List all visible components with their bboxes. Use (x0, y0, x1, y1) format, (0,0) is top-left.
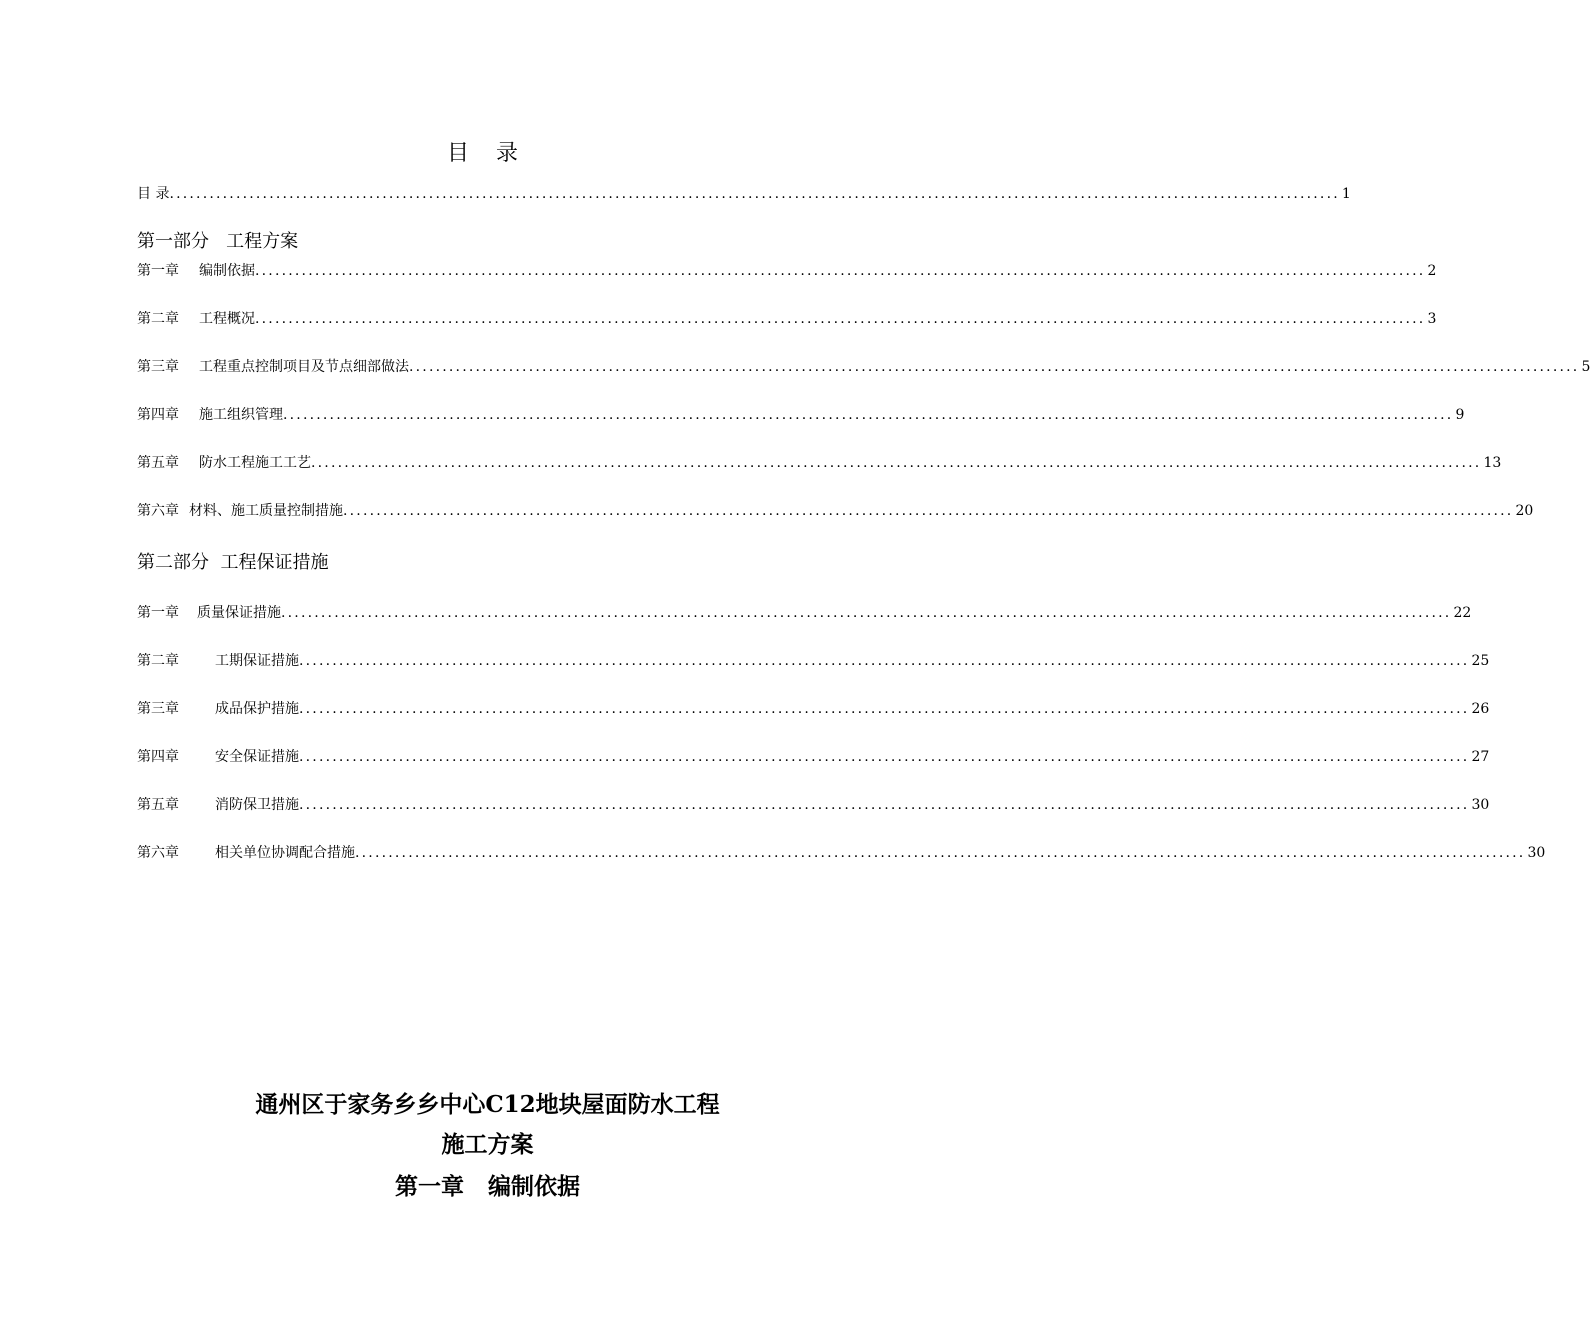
toc-leader-dots: ................................................................................................................................................................................ (355, 845, 1526, 861)
toc-chapter-number: 第一章 (137, 263, 179, 279)
project-title: 通州区于家务乡乡中心C12地块屋面防水工程 (255, 1091, 720, 1118)
toc-entry-part2-ch6[interactable] (137, 843, 1546, 863)
toc-page-number: 26 (1471, 701, 1490, 717)
toc-page-number: 25 (1471, 653, 1490, 669)
toc-entry-label: 施工组织管理 (199, 407, 283, 423)
toc-chapter-number: 第五章 (137, 455, 179, 471)
toc-entry-label: 目 录 (137, 186, 170, 202)
toc-leader-dots: ................................................................................................................................................................................ (311, 455, 1482, 471)
toc-leader-dots: ................................................................................................................................................................................ (409, 359, 1580, 375)
toc-entry-label: 材料、施工质量控制措施 (189, 503, 343, 519)
part-two-heading: 第二部分 工程保证措施 (137, 552, 329, 573)
toc-leader-dots: ................................................................................................................................................................................ (299, 653, 1470, 669)
toc-entry-label: 成品保护措施 (215, 701, 299, 717)
chapter-one-heading: 第一章 编制依据 (394, 1173, 581, 1200)
toc-chapter-number: 第二章 (137, 653, 179, 669)
toc-entry-label: 消防保卫措施 (215, 797, 299, 813)
toc-page-number: 30 (1471, 797, 1490, 813)
toc-page-number: 9 (1455, 407, 1465, 423)
toc-leader-dots: ................................................................................................................................................................................ (255, 263, 1426, 279)
toc-chapter-number: 第四章 (137, 407, 179, 423)
toc-entry-part2-ch2[interactable] (137, 651, 1490, 671)
toc-leader-dots: ................................................................................................................................................................................ (343, 503, 1514, 519)
toc-chapter-number: 第三章 (137, 359, 179, 375)
toc-chapter-number: 第二章 (137, 311, 179, 327)
toc-entry-label: 工期保证措施 (215, 653, 299, 669)
toc-entry-part1-ch2[interactable] (137, 309, 1437, 329)
toc-entry-part1-ch5[interactable] (137, 453, 1502, 473)
toc-chapter-number: 第一章 (137, 605, 179, 621)
toc-page-number: 13 (1483, 455, 1502, 471)
toc-page-number: 1 (1341, 186, 1351, 202)
toc-entry-part2-ch1[interactable] (137, 603, 1472, 623)
part-one-heading: 第一部分 工程方案 (137, 231, 299, 252)
toc-leader-dots: ................................................................................................................................................................................ (299, 749, 1470, 765)
toc-leader-dots: ................................................................................................................................................................................ (299, 797, 1470, 813)
toc-chapter-number: 第五章 (137, 797, 179, 813)
toc-entry-label: 质量保证措施 (197, 605, 281, 621)
toc-entry-part2-ch3[interactable] (137, 699, 1490, 719)
toc-page-number: 20 (1515, 503, 1534, 519)
toc-entry-part2-ch5[interactable] (137, 795, 1490, 815)
toc-entry-part1-ch6[interactable] (137, 501, 1534, 521)
toc-page-number: 27 (1471, 749, 1490, 765)
toc-chapter-number: 第六章 (137, 503, 179, 519)
toc-leader-dots: ................................................................................................................................................................................ (169, 186, 1340, 202)
toc-entry-label: 工程概况 (199, 311, 255, 327)
toc-leader-dots: ................................................................................................................................................................................ (283, 407, 1454, 423)
toc-chapter-number: 第六章 (137, 845, 179, 861)
toc-chapter-number: 第四章 (137, 749, 179, 765)
plan-subtitle: 施工方案 (441, 1131, 534, 1158)
toc-entry-part2-ch4[interactable] (137, 747, 1490, 767)
toc-entry-label: 相关单位协调配合措施 (215, 845, 355, 861)
toc-page-number: 3 (1427, 311, 1437, 327)
toc-leader-dots: ................................................................................................................................................................................ (281, 605, 1452, 621)
toc-entry-part1-ch4[interactable] (137, 405, 1465, 425)
toc-leader-dots: ................................................................................................................................................................................ (299, 701, 1470, 717)
toc-entry-label: 防水工程施工工艺 (199, 455, 311, 471)
toc-leader-dots: ................................................................................................................................................................................ (255, 311, 1426, 327)
toc-page-number: 5 (1581, 359, 1590, 375)
toc-chapter-number: 第三章 (137, 701, 179, 717)
toc-entry-label: 编制依据 (199, 263, 255, 279)
toc-entry-part1-ch3[interactable] (137, 357, 1590, 377)
toc-title: 目 录 (447, 141, 528, 166)
toc-entry-label: 安全保证措施 (215, 749, 299, 765)
toc-page-number: 22 (1453, 605, 1472, 621)
toc-entry-label: 工程重点控制项目及节点细部做法 (199, 359, 409, 375)
toc-page-number: 2 (1427, 263, 1437, 279)
toc-entry-part1-ch1[interactable] (137, 261, 1437, 281)
toc-page-number: 30 (1527, 845, 1546, 861)
toc-entry-contents[interactable] (137, 184, 1351, 204)
